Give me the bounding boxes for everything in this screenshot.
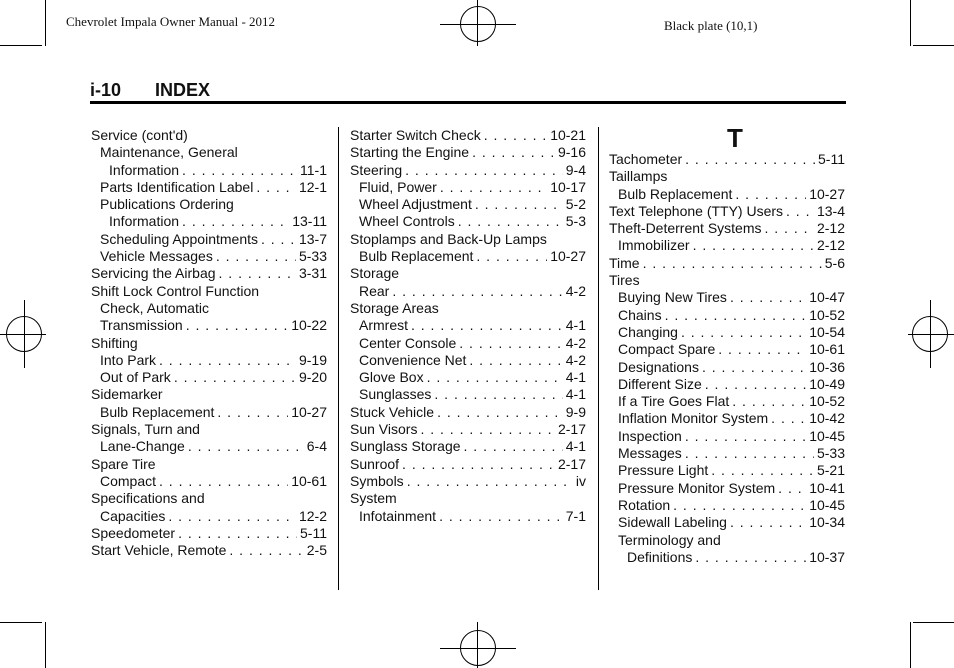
index-entry-term: Inspection xyxy=(618,427,682,444)
index-entry-page: 10-36 xyxy=(809,358,845,375)
index-entry-page: 10-47 xyxy=(809,289,845,306)
dot-leader xyxy=(434,386,562,403)
index-entry-page: 2-12 xyxy=(816,237,845,254)
dot-leader xyxy=(219,265,296,282)
index-entry-page: 10-42 xyxy=(809,410,845,427)
index-entry xyxy=(350,456,586,473)
dot-leader xyxy=(685,445,814,462)
index-entry-term: System xyxy=(350,490,397,507)
index-entry xyxy=(609,549,845,566)
index-entry-page: 5-3 xyxy=(565,213,586,230)
index-entry xyxy=(609,324,845,341)
index-entry xyxy=(91,213,327,230)
dot-leader xyxy=(411,317,563,334)
index-entry-term: Changing xyxy=(618,323,678,340)
column-divider xyxy=(598,127,599,590)
index-entry-page: 10-27 xyxy=(809,185,845,202)
index-entry-term: Tires xyxy=(609,272,640,289)
index-entry xyxy=(91,438,327,455)
index-entry-page: 10-34 xyxy=(809,514,845,531)
index-entry-term: Spare Tire xyxy=(91,455,156,472)
dot-leader xyxy=(681,324,806,341)
dot-leader xyxy=(458,213,563,230)
index-entry-page: 4-1 xyxy=(565,317,586,334)
dot-leader xyxy=(182,162,297,179)
index-entry-term: Scheduling Appointments xyxy=(100,230,258,247)
index-entry-page: 10-22 xyxy=(291,317,327,334)
index-entry-term: Different Size xyxy=(618,375,702,392)
index-entry xyxy=(350,369,586,386)
index-entry-page: 9-4 xyxy=(565,161,586,178)
index-entry-term: Information xyxy=(109,161,180,178)
index-entry-term: Capacities xyxy=(100,507,166,524)
index-entry-term: Transmission xyxy=(100,317,183,334)
index-entry-page: 10-61 xyxy=(809,341,845,358)
index-entry-term: Shift Lock Control Function xyxy=(91,282,260,299)
index-entry xyxy=(91,386,327,403)
index-letter-heading: T xyxy=(727,123,743,153)
index-entry xyxy=(609,393,845,410)
index-entry-page: 10-21 xyxy=(550,127,586,143)
index-entry xyxy=(609,445,845,462)
dot-leader xyxy=(732,393,806,410)
crop-mark xyxy=(0,45,42,46)
dot-leader xyxy=(705,376,806,393)
index-entry xyxy=(350,335,586,352)
index-entry xyxy=(350,283,586,300)
index-entry-term: Tachometer xyxy=(609,151,683,167)
crop-mark xyxy=(910,0,911,46)
index-entry xyxy=(350,144,586,161)
index-entry-page: 6-4 xyxy=(306,438,327,455)
index-entry-page: 10-52 xyxy=(809,306,845,323)
crop-mark xyxy=(910,622,911,668)
dot-leader xyxy=(464,438,563,455)
index-entry-page: 10-27 xyxy=(291,403,327,420)
index-entry-term: Sunroof xyxy=(350,455,400,472)
index-entry xyxy=(91,231,327,248)
index-entry-page: 10-49 xyxy=(809,375,845,392)
index-entry xyxy=(350,265,586,282)
index-entry xyxy=(609,428,845,445)
index-entry-page: 5-21 xyxy=(816,462,845,479)
index-entry xyxy=(91,508,327,525)
index-entry-page: 13-4 xyxy=(816,202,845,219)
index-column-1 xyxy=(91,127,327,559)
dot-leader xyxy=(420,421,555,438)
index-entry-term: Terminology and xyxy=(618,531,721,548)
index-entry-term: Rear xyxy=(359,282,390,299)
index-entry xyxy=(91,542,327,559)
index-entry-term: Starting the Engine xyxy=(350,144,470,161)
dot-leader xyxy=(702,359,806,376)
crop-mark xyxy=(0,622,42,623)
index-entry xyxy=(350,231,586,248)
index-entry-term: Start Vehicle, Remote xyxy=(91,542,227,559)
index-entry-term: Stoplamps and Back-Up Lamps xyxy=(350,230,547,247)
index-entry-term: Designations xyxy=(618,358,699,375)
index-entry xyxy=(609,359,845,376)
index-entry xyxy=(91,404,327,421)
index-entry-term: Time xyxy=(609,254,640,271)
dot-leader xyxy=(216,248,296,265)
index-entry xyxy=(350,352,586,369)
index-entry-page: 4-1 xyxy=(565,438,586,455)
index-entry xyxy=(609,341,845,358)
index-entry-term: Lane-Change xyxy=(100,438,185,455)
index-entry-term: Sun Visors xyxy=(350,421,418,438)
index-entry xyxy=(609,376,845,393)
index-entry-page: 4-1 xyxy=(565,369,586,386)
index-entry xyxy=(609,255,845,272)
index-entry-term: Bulb Replacement xyxy=(618,185,733,202)
dot-leader xyxy=(402,456,555,473)
index-entry xyxy=(350,490,586,507)
index-entry xyxy=(609,480,845,497)
heading-rule xyxy=(90,101,846,104)
index-entry-page: 13-11 xyxy=(292,213,327,230)
index-entry-term: Out of Park xyxy=(100,369,171,386)
dot-leader xyxy=(665,307,807,324)
index-entry xyxy=(609,151,845,168)
index-entry xyxy=(91,265,327,282)
dot-leader xyxy=(159,473,288,490)
index-entry-page: 10-27 xyxy=(550,248,586,265)
dot-leader xyxy=(685,428,806,445)
index-entry-page: 2-12 xyxy=(816,220,845,237)
index-entry xyxy=(609,410,845,427)
dot-leader xyxy=(459,335,562,352)
index-entry xyxy=(91,144,327,161)
index-entry-term: Information xyxy=(109,213,180,230)
dot-leader xyxy=(178,525,297,542)
running-header-title: Chevrolet Impala Owner Manual - 2012 xyxy=(66,14,276,29)
dot-leader xyxy=(685,151,815,168)
index-entry xyxy=(350,196,586,213)
index-entry-page: 11-1 xyxy=(300,161,327,178)
index-entry-term: Bulb Replacement xyxy=(359,248,474,265)
dot-leader xyxy=(469,352,562,369)
index-entry-term: Sunglass Storage xyxy=(350,438,461,455)
index-entry-page: 2-17 xyxy=(557,421,586,438)
dot-leader xyxy=(217,404,288,421)
index-entry xyxy=(609,497,845,514)
index-entry-term: Stuck Vehicle xyxy=(350,403,435,420)
index-entry xyxy=(609,220,845,237)
index-entry xyxy=(609,514,845,531)
index-entry-term: Fluid, Power xyxy=(359,178,437,195)
crop-mark xyxy=(45,622,46,668)
index-entry-page: 5-33 xyxy=(298,248,327,265)
index-entry-page: 10-41 xyxy=(809,479,845,496)
index-entry-term: Starter Switch Check xyxy=(350,127,481,143)
index-entry-term: Taillamps xyxy=(609,168,668,185)
dot-leader xyxy=(718,341,806,358)
index-entry-page: 9-19 xyxy=(298,351,327,368)
index-entry-page: 2-17 xyxy=(557,455,586,472)
index-entry xyxy=(609,307,845,324)
dot-leader xyxy=(475,196,563,213)
index-entry xyxy=(609,272,845,289)
index-entry xyxy=(350,317,586,334)
dot-leader xyxy=(693,237,814,254)
index-entry-term: Theft-Deterrent Systems xyxy=(609,220,762,237)
index-entry-term: Storage Areas xyxy=(350,299,439,316)
index-entry-term: Chains xyxy=(618,306,662,323)
dot-leader xyxy=(159,352,296,369)
index-entry xyxy=(350,213,586,230)
index-entry xyxy=(609,237,845,254)
index-entry xyxy=(350,300,586,317)
index-entry-term: Sunglasses xyxy=(359,386,432,403)
index-entry xyxy=(609,186,845,203)
index-entry xyxy=(91,525,327,542)
index-entry-page: 10-37 xyxy=(809,548,845,565)
index-entry-term: Wheel Adjustment xyxy=(359,196,472,213)
index-entry-page: iv xyxy=(575,472,586,489)
index-entry-page: 10-17 xyxy=(550,178,586,195)
dot-leader xyxy=(786,203,814,220)
dot-leader xyxy=(765,220,814,237)
dot-leader xyxy=(174,369,296,386)
index-entry-term: Center Console xyxy=(359,334,457,351)
index-entry-term: Specifications and xyxy=(91,490,205,507)
index-entry-term: Symbols xyxy=(350,472,404,489)
index-entry-term: Vehicle Messages xyxy=(100,248,213,265)
index-entry-term: Rotation xyxy=(618,496,671,513)
dot-leader xyxy=(168,508,296,525)
index-entry xyxy=(91,456,327,473)
index-entry-page: 9-20 xyxy=(298,369,327,386)
index-entry-term: Servicing the Airbag xyxy=(91,265,216,282)
crop-mark xyxy=(913,45,954,46)
index-entry-page: 9-9 xyxy=(565,403,586,420)
index-entry-page: 5-11 xyxy=(818,151,845,167)
index-entry xyxy=(609,168,845,185)
index-entry xyxy=(350,404,586,421)
running-header-plate: Black plate (10,1) xyxy=(664,18,758,33)
page-number: i-10 xyxy=(90,80,122,100)
index-entry-page: 4-2 xyxy=(565,334,586,351)
index-entry xyxy=(91,127,327,144)
index-entry-page: 13-7 xyxy=(298,230,327,247)
dot-leader xyxy=(392,283,562,300)
index-entry-page: 9-16 xyxy=(557,144,586,161)
index-entry-term: Text Telephone (TTY) Users xyxy=(609,202,784,219)
index-entry xyxy=(609,289,845,306)
index-entry-term: Parts Identification Label xyxy=(100,178,254,195)
index-entry-page: 10-61 xyxy=(291,472,327,489)
column-divider xyxy=(338,127,339,590)
dot-leader xyxy=(735,186,806,203)
index-entry xyxy=(350,248,586,265)
index-entry-term: Sidemarker xyxy=(91,386,163,403)
index-entry-term: Convenience Net xyxy=(359,351,467,368)
index-entry-term: Publications Ordering xyxy=(100,196,234,213)
dot-leader xyxy=(182,213,289,230)
index-entry xyxy=(91,369,327,386)
index-entry-page: 5-2 xyxy=(565,196,586,213)
index-entry xyxy=(91,352,327,369)
index-entry-term: Maintenance, General xyxy=(100,144,238,161)
index-entry xyxy=(91,490,327,507)
index-entry xyxy=(91,196,327,213)
index-entry-term: Wheel Controls xyxy=(359,213,455,230)
dot-leader xyxy=(439,508,563,525)
index-column-2 xyxy=(350,127,586,525)
index-entry xyxy=(91,283,327,300)
index-entry xyxy=(609,203,845,220)
index-entry-page: 4-2 xyxy=(565,282,586,299)
dot-leader xyxy=(711,462,814,479)
index-entry-term: Pressure Monitor System xyxy=(618,479,776,496)
index-entry-term: Into Park xyxy=(100,351,157,368)
index-entry-page: 4-1 xyxy=(565,386,586,403)
dot-leader xyxy=(476,248,547,265)
index-entry-term: Signals, Turn and xyxy=(91,421,200,438)
index-entry-term: Compact xyxy=(100,472,157,489)
index-entry-page: 12-1 xyxy=(298,178,327,195)
index-entry xyxy=(91,473,327,490)
crop-mark xyxy=(45,0,46,46)
dot-leader xyxy=(437,404,563,421)
index-entry-term: Immobilizer xyxy=(618,237,690,254)
index-entry-page: 4-2 xyxy=(565,351,586,368)
index-entry-page: 10-45 xyxy=(809,427,845,444)
index-entry-page: 2-5 xyxy=(306,542,327,559)
index-entry-page: 3-31 xyxy=(298,265,327,282)
dot-leader xyxy=(673,497,806,514)
index-entry xyxy=(350,162,586,179)
dot-leader xyxy=(472,144,555,161)
index-entry xyxy=(350,127,586,144)
index-entry-term: Definitions xyxy=(627,548,693,565)
index-column-3 xyxy=(609,123,845,566)
dot-leader xyxy=(730,289,806,306)
index-entry-term: Service (cont'd) xyxy=(91,127,188,143)
index-entry-term: Check, Automatic xyxy=(100,299,209,316)
index-entry-term: Messages xyxy=(618,445,682,462)
index-entry xyxy=(609,532,845,549)
dot-leader xyxy=(261,231,296,248)
index-entry xyxy=(609,462,845,479)
index-entry-term: Shifting xyxy=(91,334,138,351)
index-entry-term: Infotainment xyxy=(359,507,437,524)
index-entry-page: 5-11 xyxy=(300,524,327,541)
index-entry xyxy=(91,162,327,179)
dot-leader xyxy=(229,542,303,559)
index-entry-term: Armrest xyxy=(359,317,408,334)
index-entry xyxy=(350,179,586,196)
dot-leader xyxy=(186,317,288,334)
index-entry xyxy=(350,421,586,438)
index-entry xyxy=(350,508,586,525)
index-entry xyxy=(91,317,327,334)
index-entry-term: Pressure Light xyxy=(618,462,709,479)
dot-leader xyxy=(440,179,547,196)
index-entry-page: 5-33 xyxy=(816,445,845,462)
index-entry xyxy=(350,473,586,490)
index-entry xyxy=(91,300,327,317)
index-entry-page: 5-6 xyxy=(824,254,845,271)
index-entry xyxy=(91,179,327,196)
section-title: INDEX xyxy=(155,80,211,100)
dot-leader xyxy=(407,473,573,490)
index-entry-term: If a Tire Goes Flat xyxy=(618,393,730,410)
dot-leader xyxy=(188,438,304,455)
page-heading xyxy=(90,80,210,101)
crop-mark xyxy=(913,622,954,623)
dot-leader xyxy=(695,549,806,566)
dot-leader xyxy=(484,127,547,144)
dot-leader xyxy=(778,480,806,497)
index-entry xyxy=(91,421,327,438)
index-entry-term: Storage xyxy=(350,265,400,282)
index-entry-page: 12-2 xyxy=(298,507,327,524)
index-entry-term: Inflation Monitor System xyxy=(618,410,769,427)
index-entry-page: 10-45 xyxy=(809,496,845,513)
index-entry-page: 7-1 xyxy=(565,507,586,524)
dot-leader xyxy=(405,162,563,179)
dot-leader xyxy=(643,255,822,272)
index-entry xyxy=(91,248,327,265)
dot-leader xyxy=(256,179,296,196)
index-entry-term: Bulb Replacement xyxy=(100,403,215,420)
dot-leader xyxy=(730,514,806,531)
dot-leader xyxy=(427,369,563,386)
index-entry-term: Speedometer xyxy=(91,524,176,541)
dot-leader xyxy=(771,410,806,427)
index-entry xyxy=(91,335,327,352)
index-entry-term: Glove Box xyxy=(359,369,424,386)
index-entry xyxy=(350,438,586,455)
index-entry-term: Buying New Tires xyxy=(618,289,727,306)
index-entry-page: 10-52 xyxy=(809,393,845,410)
index-entry-term: Compact Spare xyxy=(618,341,716,358)
index-entry-term: Steering xyxy=(350,161,403,178)
index-entry xyxy=(350,386,586,403)
index-entry-page: 10-54 xyxy=(809,323,845,340)
index-entry-term: Sidewall Labeling xyxy=(618,514,727,531)
